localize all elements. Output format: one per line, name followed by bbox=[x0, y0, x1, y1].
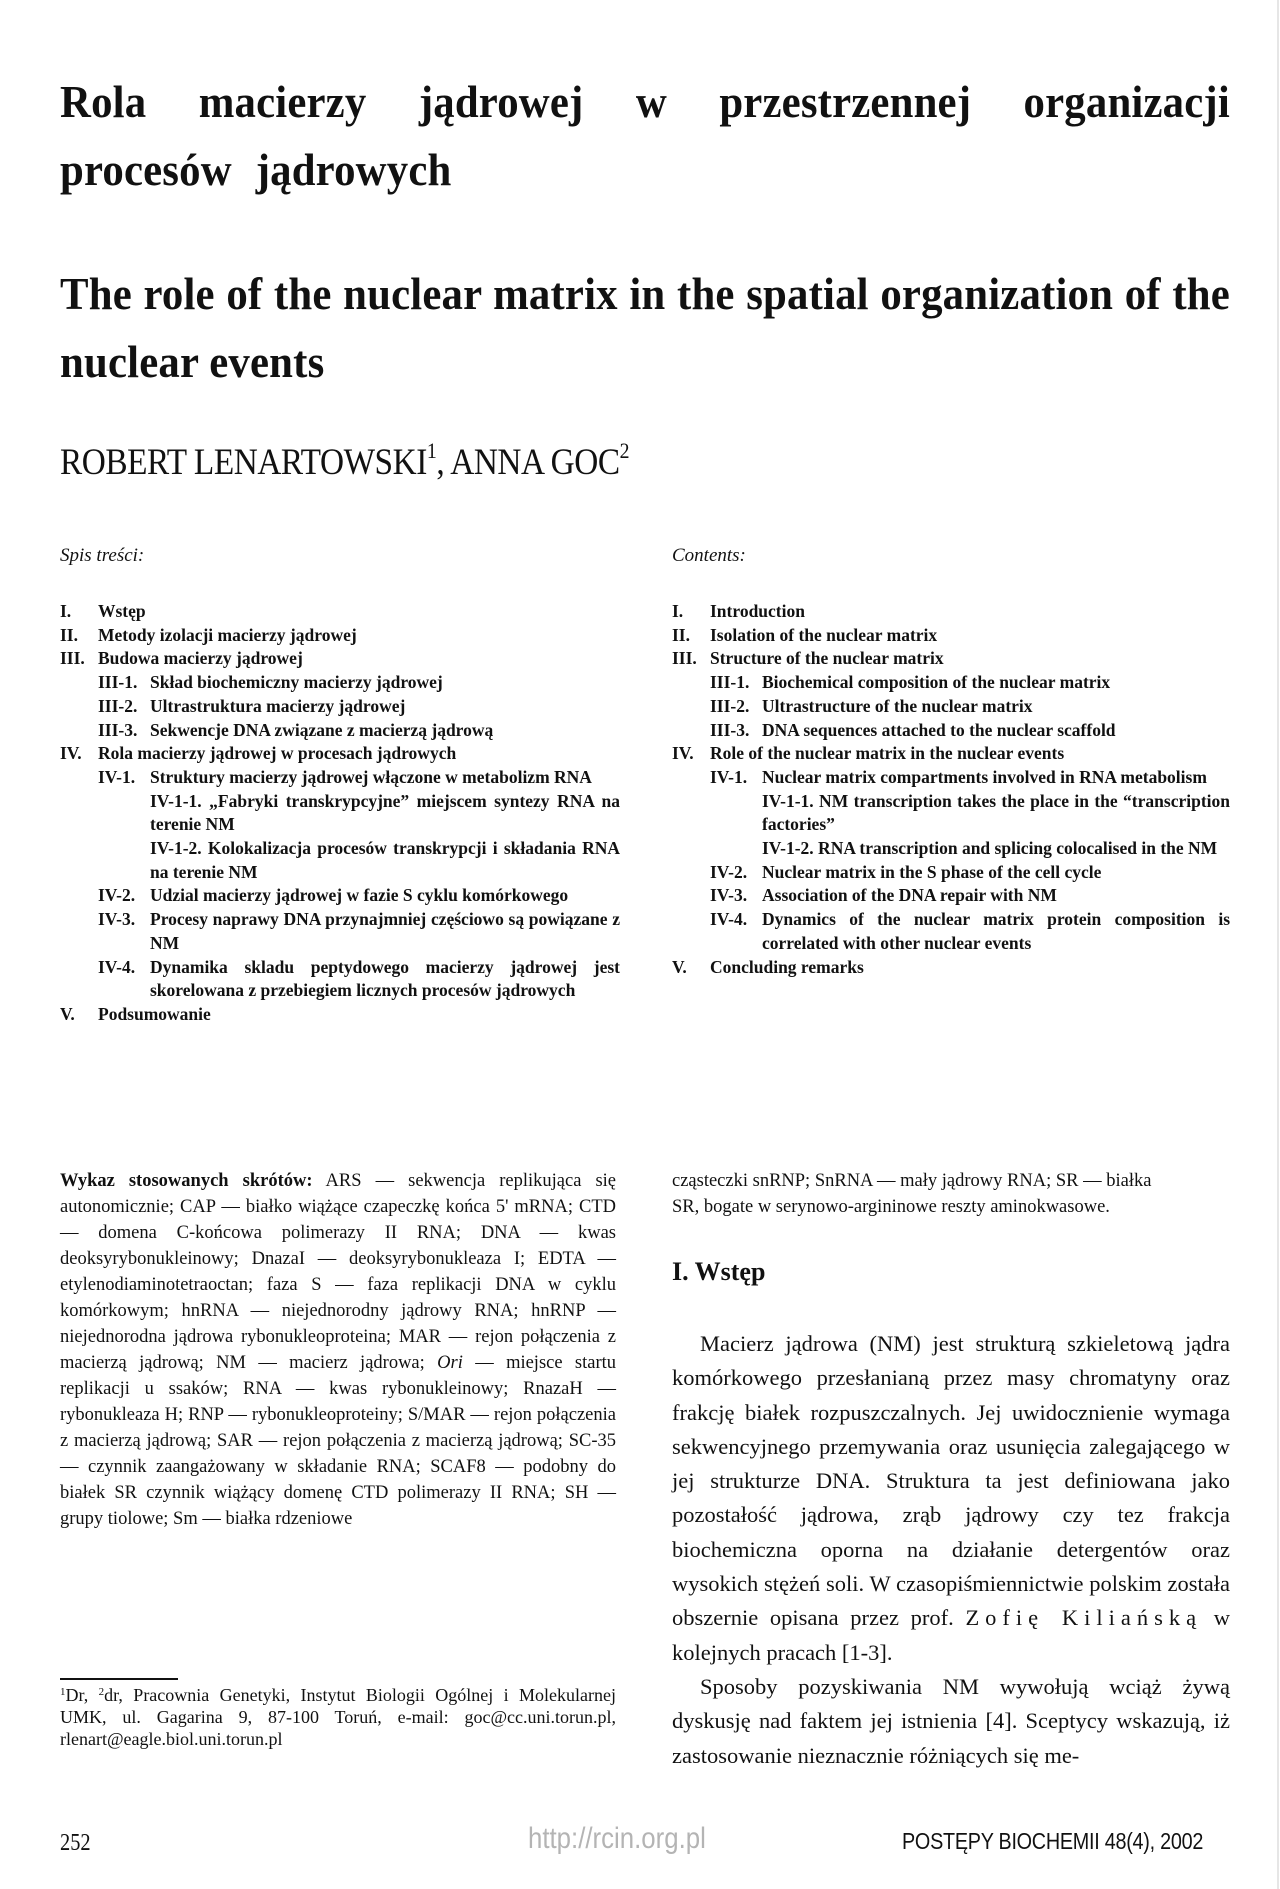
cited-author-name: Zofię Kiliańską bbox=[965, 1605, 1203, 1631]
toc-item[interactable]: IV-4. Dynamika skladu peptydowego macierzy jądrowej jest skorelowana z przebiegiem licznych procesów jądrowych bbox=[98, 956, 620, 1001]
watermark-url[interactable]: http://rcin.org.pl bbox=[528, 1822, 706, 1855]
toc-item[interactable]: IV-3. Association of the DNA repair with NM bbox=[710, 885, 1057, 906]
toc-item[interactable]: III-1. Biochemical composition of the nuclear matrix bbox=[710, 672, 1111, 693]
abbreviations-continued: cząsteczki snRNP; SnRNA — mały jądrowy RNA; SR — białka SR, bogate w serynowo-argininowe reszty aminokwasowe. bbox=[672, 1171, 1152, 1217]
toc-item[interactable]: IV-1-1. NM transcription takes the place in the “transcription factories” bbox=[762, 790, 1230, 835]
abbreviations-text-continued: — miejsce startu replikacji u ssaków; RNA — kwas rybonukleinowy; RnazaH — rybonukleaza H; RNP — rybonukleoproteiny; S/MAR — rejon połączenia z macierzą jądrową; SAR — rejon połączenia z macierzą jądrową; SC-35 — czynnik zaangażowany w składanie RNA; SCAF8 — podobny do białek SR czynnik wiążący domenę CTD polimerazy II RNA; SH — grupy tiolowe; Sm — białka rdzeniowe bbox=[60, 1353, 617, 1529]
toc-item[interactable]: IV. Rola macierzy jądrowej w procesach jądrowych bbox=[60, 743, 457, 764]
toc-item[interactable]: II. Metody izolacji macierzy jądrowej bbox=[60, 624, 357, 645]
abbreviations-list bbox=[60, 1168, 616, 1532]
toc-item[interactable]: IV-1-1. „Fabryki transkrypcyjne” miejscem syntezy RNA na terenie NM bbox=[150, 790, 620, 835]
footnote-affiliation: $^1$Dr, $^2$dr, Pracownia Genetyki, Instytut Biologii Ogólnej i Molekularnej UMK, ul. Gagarina 9, 87-100 Toruń, e-mail: goc@cc.uni.torun.pl, rlenart@eagle.biol.uni.torun.pl bbox=[60, 1685, 616, 1749]
toc-item[interactable]: III-1. Skład biochemiczny macierzy jądrowej bbox=[98, 672, 443, 693]
author-2-affiliation-mark: 2 bbox=[619, 438, 630, 463]
toc-item[interactable]: I. Wstęp bbox=[60, 601, 146, 621]
toc-item[interactable]: V. Concluding remarks bbox=[672, 956, 864, 977]
journal-citation: POSTĘPY BIOCHEMII 48(4), 2002 bbox=[902, 1828, 1204, 1854]
scan-edge bbox=[1277, 0, 1279, 1889]
toc-item[interactable]: IV-1. Struktury macierzy jądrowej włączone w metabolizm RNA bbox=[98, 766, 592, 787]
page-number: 252 bbox=[60, 1830, 91, 1856]
body-text bbox=[672, 1327, 1230, 1773]
abbreviations-label: Wykaz stosowanych skrótów: bbox=[60, 1171, 313, 1191]
abbreviations-text: ARS — sekwencja replikująca się autonomicznie; CAP — białko wiążące czapeczkę końca 5' mRNA; CTD — domena C-końcowa polimerazy II RNA; DNA — kwas deoksyrybonukleinowy; DnazaI — deoksyrybonukleaza I; EDTA — etylenodiaminotetraoctan; faza S — faza replikacji DNA w cyklu komórkowym; hnRNA — niejednorodny jądrowy RNA; hnRNP — niejednorodna jądrowa rybonukleoproteina; MAR — rejon połączenia z macierzą jądrową; NM — macierz jądrowa; bbox=[60, 1171, 617, 1373]
paragraph: Sposoby pozyskiwania NM wywołują wciąż żywą dyskusję nad faktem jej istnienia [4]. Sceptycy wskazują, iż zastosowanie nieznacznie różniących się me- bbox=[672, 1673, 1230, 1768]
author-1-affiliation-mark: 1 bbox=[426, 438, 437, 463]
toc-item[interactable]: IV. Role of the nuclear matrix in the nuclear events bbox=[672, 743, 1065, 764]
paragraph: Macierz jądrowa (NM) jest strukturą szkieletową jądra komórkowego przesłanianą przez masy chromatyny oraz frakcję białek rozpuszczalnych. Jej uwidocznienie wymaga sekwencyjnego przemywania oraz usunięcia zalegającego w jej strukturze DNA. Struktura ta jest definiowana jako pozostałość jądrowa, zrąb jądrowy czy tez frakcja biochemiczna oporna na działanie detergentów oraz wysokich stężeń soli. W czasopiśmiennictwie polskim została obszernie opisana przez prof. Zofię Kiliańską w kolejnych pracach [1-3]. bbox=[672, 1331, 1230, 1665]
toc-item[interactable]: III-2. Ultrastructure of the nuclear matrix bbox=[710, 695, 1033, 716]
toc-item[interactable]: III-3. Sekwencje DNA związane z macierzą jądrową bbox=[98, 719, 494, 740]
author-1: ROBERT LENARTOWSKI bbox=[60, 442, 427, 483]
section-heading-introduction: I. Wstęp bbox=[672, 1257, 766, 1286]
toc-heading-english: Contents: bbox=[672, 545, 746, 566]
title-polish: Rola macierzy jądrowej w przestrzennej organizacji procesów jądrowych bbox=[60, 76, 1230, 195]
toc-item[interactable]: I. Introduction bbox=[672, 601, 805, 621]
toc-item[interactable]: III-2. Ultrastruktura macierzy jądrowej bbox=[98, 695, 406, 716]
footnote-rule bbox=[60, 1678, 178, 1680]
toc-item[interactable]: III. Budowa macierzy jądrowej bbox=[60, 648, 303, 669]
author-2: ANNA GOC bbox=[450, 442, 620, 483]
toc-polish bbox=[60, 600, 620, 1027]
toc-item[interactable]: IV-4. Dynamics of the nuclear matrix protein composition is correlated with other nuclear events bbox=[710, 909, 1230, 953]
toc-item[interactable]: IV-1-2. RNA transcription and splicing colocalised in the NM bbox=[762, 838, 1218, 859]
toc-item[interactable]: III-3. DNA sequences attached to the nuclear scaffold bbox=[710, 719, 1116, 740]
toc-item[interactable]: IV-3. Procesy naprawy DNA przynajmniej częściowo są powiązane z NM bbox=[98, 909, 620, 953]
toc-item[interactable]: V. Podsumowanie bbox=[60, 1003, 211, 1024]
title-english: The role of the nuclear matrix in the spatial organization of the nuclear events bbox=[60, 268, 1230, 387]
toc-item[interactable]: III. Structure of the nuclear matrix bbox=[672, 648, 944, 669]
toc-item[interactable]: IV-1. Nuclear matrix compartments involved in RNA metabolism bbox=[710, 766, 1207, 787]
toc-heading-polish: Spis treści: bbox=[60, 545, 145, 566]
toc-item[interactable]: IV-1-2. Kolokalizacja procesów transkrypcji i składania RNA na terenie NM bbox=[150, 838, 620, 882]
author-separator: , bbox=[436, 442, 451, 483]
toc-item[interactable]: IV-2. Nuclear matrix in the S phase of the cell cycle bbox=[710, 861, 1102, 882]
toc-english bbox=[672, 600, 1230, 979]
toc-item[interactable]: IV-2. Udzial macierzy jądrowej w fazie S cyklu komórkowego bbox=[98, 885, 569, 906]
abbreviation-ori: Ori bbox=[437, 1353, 463, 1373]
authors-line bbox=[60, 438, 629, 488]
toc-item[interactable]: II. Isolation of the nuclear matrix bbox=[672, 624, 938, 645]
